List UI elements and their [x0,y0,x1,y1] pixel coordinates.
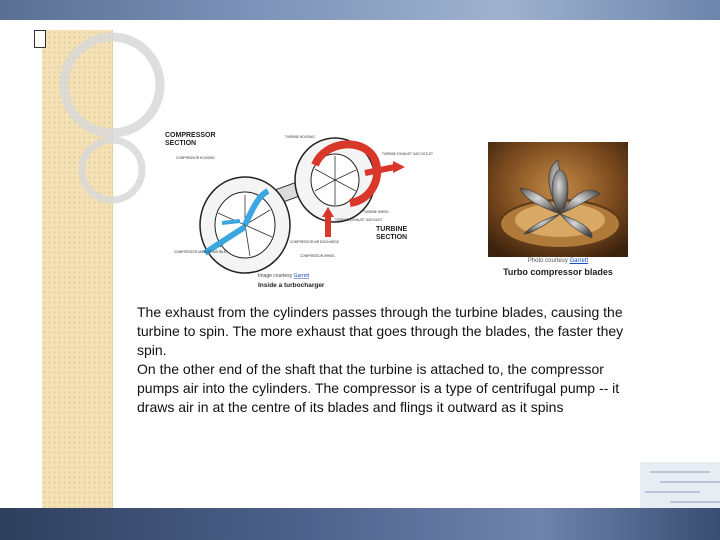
turbine-section-title-line1: TURBINE [376,226,408,233]
turbine-section-title-line2: SECTION [376,234,408,241]
diagram-credit-link[interactable]: Garrett [293,273,310,279]
turbocharger-diagram [160,125,433,295]
paragraph-compressor: On the other end of the shaft that the turbine is attached to, the compressor pumps air into the cylinders. The compressor is a type of centrifugal pump -- it draws air in at the centre of its blades and flings it outward as it spins [137,361,620,415]
compressor-blades-photo [488,142,628,257]
paragraph-exhaust: The exhaust from the cylinders passes through the turbine blades, causing the turbine to spin. The more exhaust that goes through the blades, the faster they spin. [137,304,624,358]
label-turbine-exhaust-inlet: TURBINE EXHAUST GAS INLET [335,218,383,222]
label-turbine-housing: TURBINE HOUSING [285,135,315,139]
decorative-rings [42,30,112,230]
diagram-caption: Inside a turbocharger [258,282,325,289]
photo-caption: Turbo compressor blades [503,267,613,277]
top-banner [0,0,720,20]
label-turbine-exhaust: TURBINE EXHAUST GAS OUTLET [382,152,433,156]
missing-glyph-box [34,30,46,48]
photo-credit-link[interactable]: Garrett [569,258,589,264]
body-text [137,303,647,417]
compressor-section-title-line1: COMPRESSOR [165,132,216,139]
diagram-credit: Image courtesy Garrett [258,273,310,279]
bottom-banner [0,508,720,540]
compressor-section-title-line2: SECTION [165,140,197,147]
label-compressor-ambient-inlet: COMPRESSOR AMBIENT AIR INLET [174,250,228,254]
label-compressor-housing: COMPRESSOR HOUSING [176,156,215,160]
circuit-decoration [640,462,720,508]
label-compressor-wheel: COMPRESSOR WHEEL [300,254,336,258]
label-compressor-air-discharge: COMPRESSOR AIR DISCHARGE [290,240,339,244]
label-turbine-wheel: TURBINE WHEEL [363,210,390,214]
photo-credit: Photo courtesy Garrett [527,258,589,264]
